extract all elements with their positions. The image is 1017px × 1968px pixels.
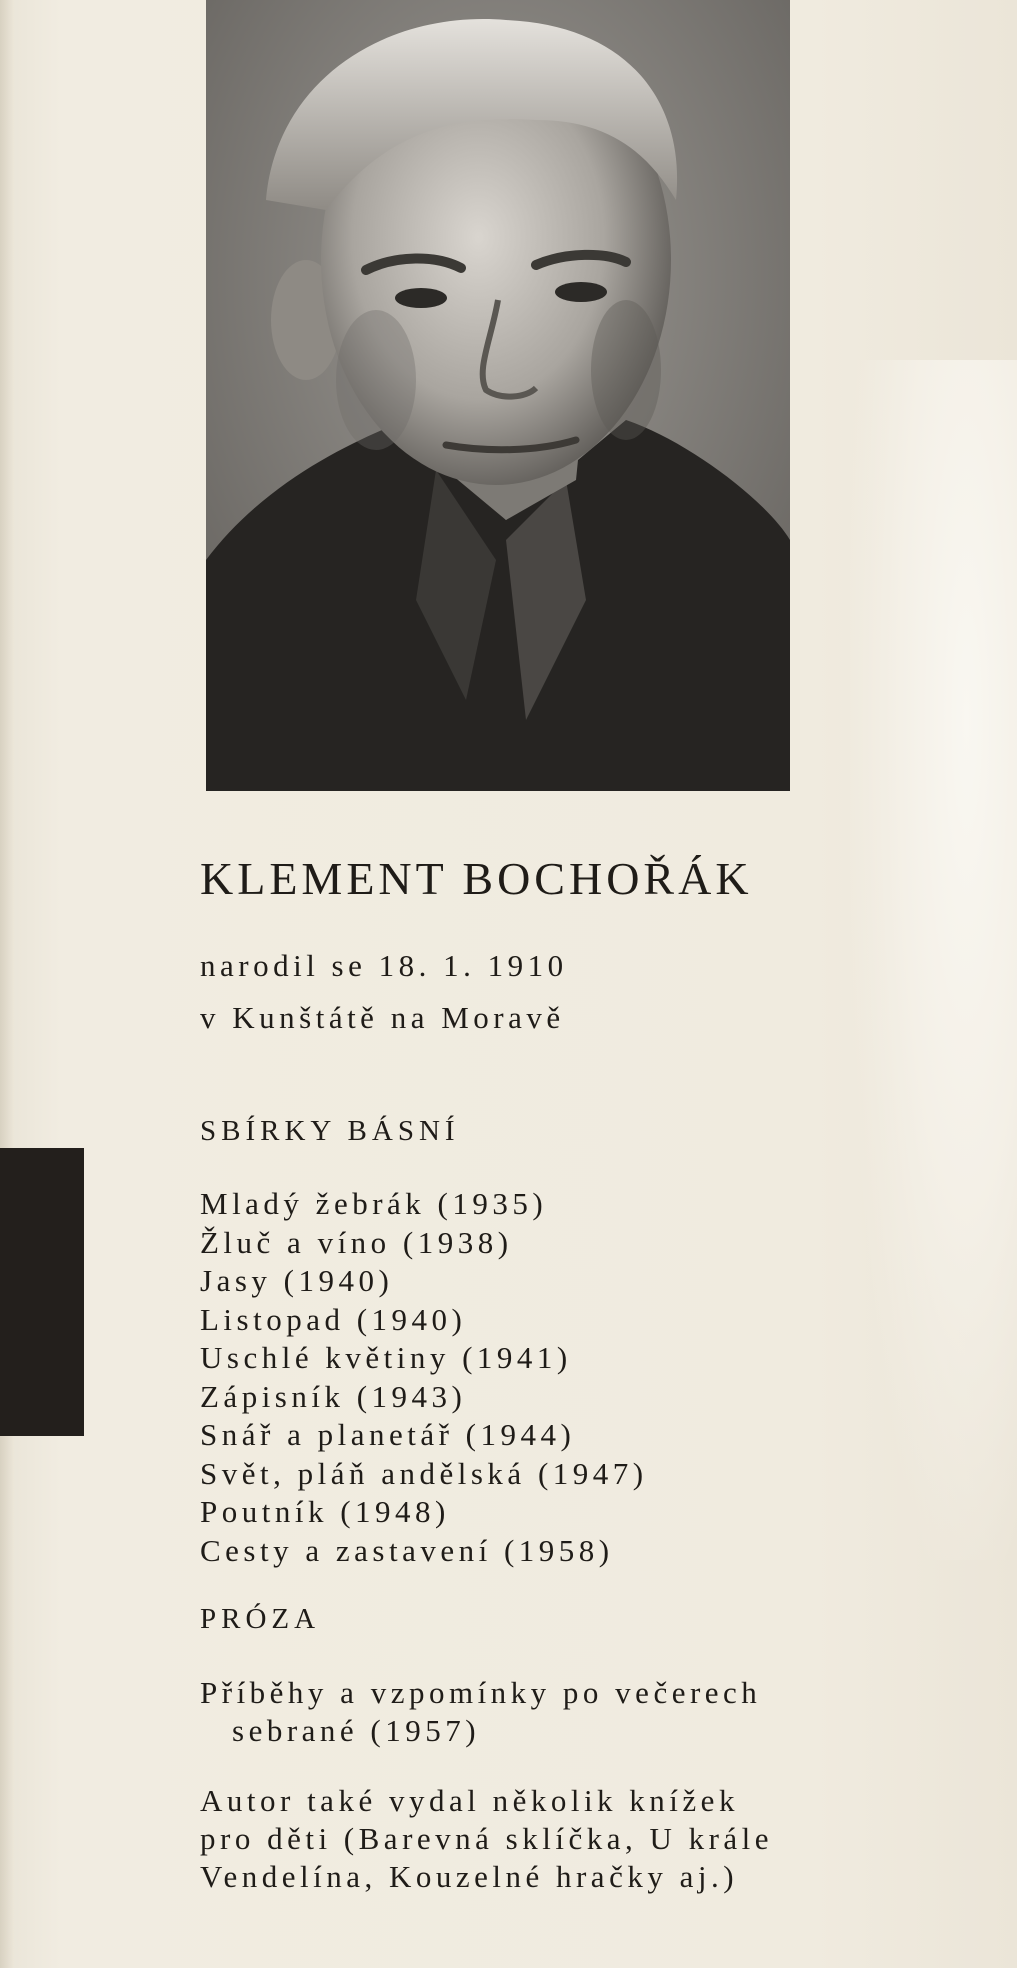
paper-left-edge: [0, 0, 14, 1968]
poetry-heading: SBÍRKY BÁSNÍ: [200, 1115, 460, 1147]
paper-tear-stain: [850, 360, 1017, 1560]
list-item: Žluč a víno (1938): [200, 1224, 513, 1260]
list-item: Svět, pláň andělská (1947): [200, 1455, 648, 1491]
list-item: Listopad (1940): [200, 1301, 467, 1337]
author-portrait-photo: [206, 0, 790, 791]
prose-heading: PRÓZA: [200, 1603, 321, 1635]
birth-place-line: v Kunštátě na Moravě: [200, 1000, 565, 1035]
poetry-works-list: [200, 1185, 648, 1570]
binding-tab-mark: [0, 1148, 84, 1436]
prose-work-line-1: Příběhy a vzpomínky po večerech: [200, 1675, 762, 1710]
list-item: Poutník (1948): [200, 1494, 450, 1529]
list-item: Zápisník (1943): [200, 1378, 467, 1414]
author-name: KLEMENT BOCHOŘÁK: [200, 853, 753, 904]
list-item: Cesty a zastavení (1958): [200, 1532, 614, 1568]
list-item: Snář a planetář (1944): [200, 1417, 576, 1452]
prose-work-line-2: sebrané (1957): [232, 1713, 481, 1748]
note-line-2: pro děti (Barevná sklíčka, U krále: [200, 1821, 774, 1856]
note-line-3: Vendelína, Kouzelné hračky aj.): [200, 1859, 739, 1894]
list-item: Mladý žebrák (1935): [200, 1186, 548, 1221]
note-line-1: Autor také vydal několik knížek: [200, 1783, 739, 1818]
list-item: Uschlé květiny (1941): [200, 1340, 572, 1375]
list-item: Jasy (1940): [200, 1263, 394, 1298]
birth-date-line: narodil se 18. 1. 1910: [200, 948, 568, 983]
